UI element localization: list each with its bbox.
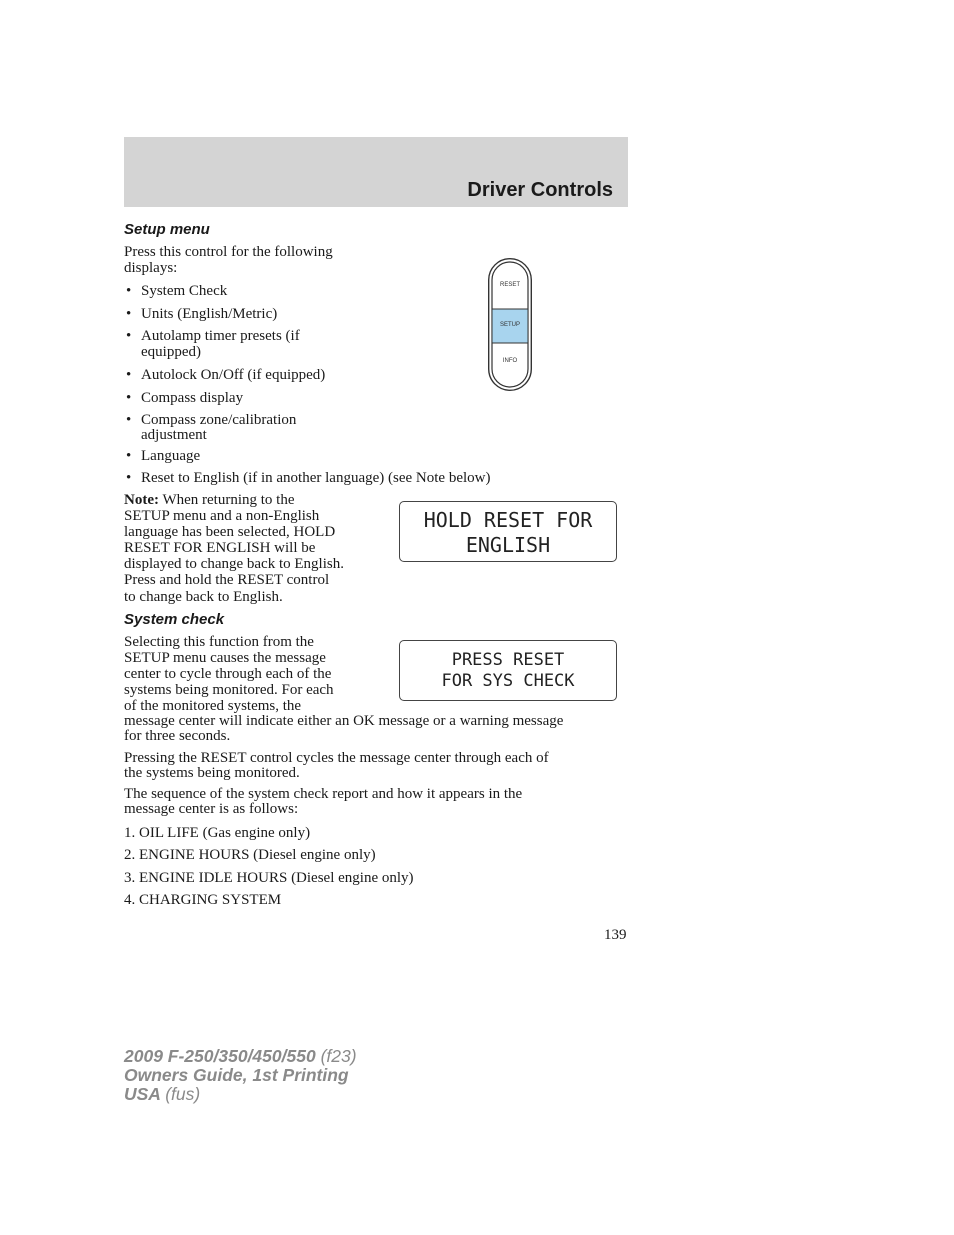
setup-intro: Press this control for the following displays: xyxy=(124,244,333,277)
note-label: Note: xyxy=(124,492,159,508)
bullet-icon: • xyxy=(126,448,132,464)
section-header xyxy=(124,137,628,207)
message-display-english: HOLD RESET FOR ENGLISH xyxy=(399,501,617,562)
bullet-icon: • xyxy=(126,367,132,383)
list-item: 3. ENGINE IDLE HOURS (Diesel engine only) xyxy=(124,870,414,886)
bullet-icon: • xyxy=(126,412,132,428)
info-button-label: INFO xyxy=(502,358,518,364)
message-center-control xyxy=(488,258,532,391)
bullet-icon: • xyxy=(126,390,132,406)
section-title: Driver Controls xyxy=(467,179,613,201)
reset-button-label: RESET xyxy=(499,282,520,288)
bullet-icon: • xyxy=(126,470,132,486)
document-footer: 2009 F-250/350/450/550 (f23) Owners Guide, 1st Printing USA (fus) xyxy=(124,1046,357,1104)
setup-button-label: SETUP xyxy=(499,322,520,328)
system-check-paragraph: Selecting this function from the SETUP menu causes the message center to cycle through each of the systems being monitored. For each of the monitored systems, the message center will indicate either an OK message or a warning message for three seconds. xyxy=(124,634,564,744)
page-number: 139 xyxy=(604,927,627,943)
system-check-heading: System check xyxy=(124,611,225,628)
list-item: 2. ENGINE HOURS (Diesel engine only) xyxy=(124,847,376,863)
list-item: 4. CHARGING SYSTEM xyxy=(124,892,282,908)
setup-menu-heading: Setup menu xyxy=(124,221,210,238)
message-display-sys-check: PRESS RESET FOR SYS CHECK xyxy=(399,640,617,701)
reset-paragraph: Pressing the RESET control cycles the message center through each of the systems being monitored. xyxy=(124,750,549,781)
bullet-icon: • xyxy=(126,283,132,299)
note-paragraph: Note: When returning to the SETUP menu and a non-English language has been selected, HOLD RESET FOR ENGLISH will be displayed to change back to English. Press and hold the RESET control to change back to English. xyxy=(124,492,344,605)
list-item: 1. OIL LIFE (Gas engine only) xyxy=(124,825,311,841)
bullet-icon: • xyxy=(126,328,132,344)
sequence-paragraph: The sequence of the system check report and how it appears in the message center is as follows: xyxy=(124,786,523,817)
bullet-icon: • xyxy=(126,306,132,322)
